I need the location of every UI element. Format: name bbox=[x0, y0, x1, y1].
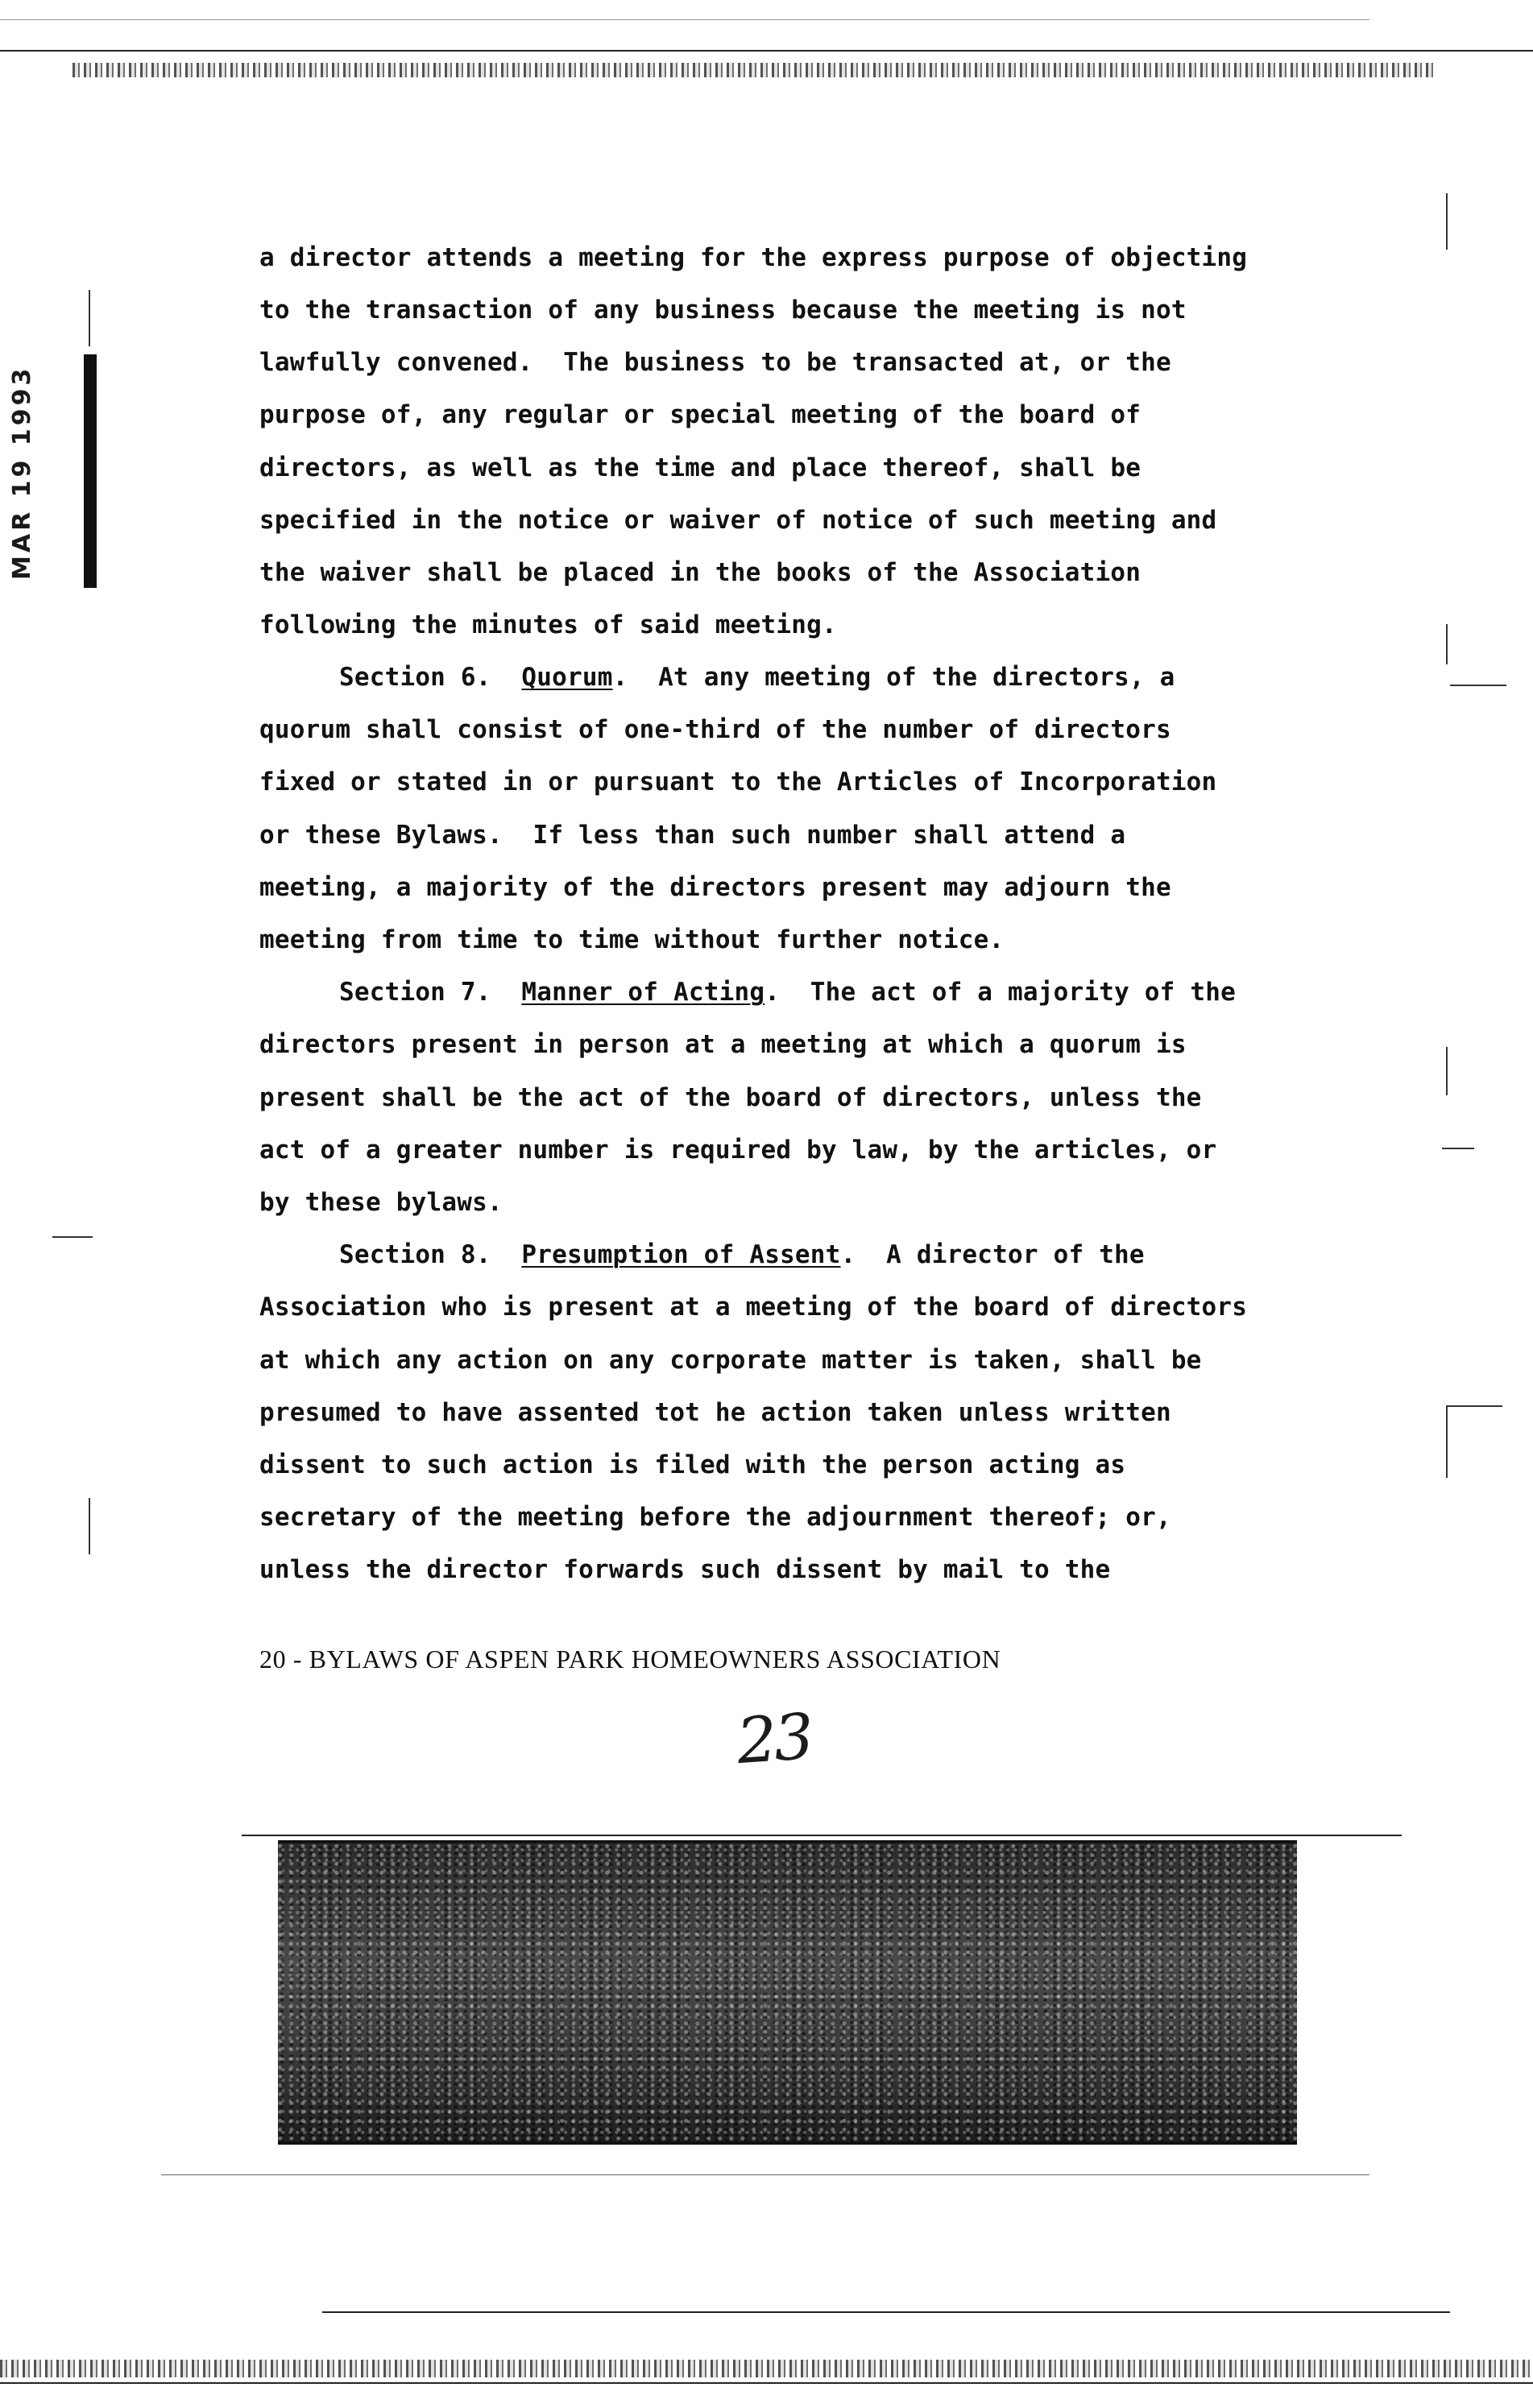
section-8-title: Presumption of Assent bbox=[521, 1240, 841, 1269]
margin-tick bbox=[1442, 1148, 1474, 1149]
body-line: dissent to such action is filed with the person acting as bbox=[259, 1450, 1126, 1479]
body-line: purpose of, any regular or special meeting of the board of bbox=[259, 400, 1141, 429]
margin-tick bbox=[1446, 624, 1448, 664]
section-6-title: Quorum bbox=[521, 663, 613, 692]
handwritten-page-number: 23 bbox=[734, 1700, 814, 1779]
body-line: unless the director forwards such dissent by mail to the bbox=[259, 1555, 1111, 1584]
body-line: secretary of the meeting before the adjournment thereof; or, bbox=[259, 1503, 1171, 1532]
body-line: Association who is present at a meeting of the board of directors bbox=[259, 1293, 1248, 1322]
margin-tick bbox=[89, 290, 90, 346]
body-line: present shall be the act of the board of directors, unless the bbox=[259, 1083, 1202, 1112]
section-7-lead: Section 7. bbox=[339, 978, 522, 1007]
section-7-heading-line bbox=[339, 976, 1236, 1008]
body-line: specified in the notice or waiver of notice of such meeting and bbox=[259, 506, 1217, 535]
scan-artifact-line bbox=[322, 2311, 1450, 2313]
body-line: presumed to have assented tot he action taken unless written bbox=[259, 1398, 1171, 1427]
section-8-lead: Section 8. bbox=[339, 1240, 522, 1269]
section-7-rest: . The act of a majority of the bbox=[764, 978, 1236, 1007]
margin-tick bbox=[1450, 685, 1506, 686]
body-line: lawfully convened. The business to be transacted at, or the bbox=[259, 348, 1171, 377]
body-line: or these Bylaws. If less than such number shall attend a bbox=[259, 821, 1126, 850]
scan-artifact-line bbox=[242, 1835, 1402, 1836]
scan-noise-block bbox=[278, 1840, 1297, 2145]
section-8-rest: . A director of the bbox=[840, 1240, 1145, 1269]
margin-tick bbox=[89, 1498, 90, 1554]
scan-artifact-top-band bbox=[73, 63, 1434, 77]
body-line: meeting, a majority of the directors present may adjourn the bbox=[259, 873, 1171, 902]
scan-artifact-top-line bbox=[0, 50, 1533, 52]
scan-artifact-line bbox=[161, 2174, 1369, 2175]
body-line: directors, as well as the time and place thereof, shall be bbox=[259, 453, 1141, 482]
scan-artifact-bottom-line bbox=[0, 2382, 1533, 2384]
body-line: meeting from time to time without further notice. bbox=[259, 925, 1005, 954]
margin-tick bbox=[1446, 1047, 1448, 1095]
body-line: a director attends a meeting for the express purpose of objecting bbox=[259, 243, 1248, 272]
body-line: by these bylaws. bbox=[259, 1188, 503, 1217]
body-line: act of a greater number is required by law, by the articles, or bbox=[259, 1136, 1217, 1165]
scan-artifact-top-line-2 bbox=[0, 19, 1369, 20]
section-6-lead: Section 6. bbox=[339, 663, 522, 692]
margin-tick bbox=[1446, 193, 1448, 250]
section-6-rest: . At any meeting of the directors, a bbox=[612, 663, 1175, 692]
section-6-heading-line bbox=[339, 661, 1175, 693]
stamp-text: MAR 19 1993 bbox=[8, 365, 36, 580]
body-line: following the minutes of said meeting. bbox=[259, 610, 837, 639]
body-line: fixed or stated in or pursuant to the Articles of Incorporation bbox=[259, 767, 1217, 796]
section-8-heading-line bbox=[339, 1239, 1145, 1271]
section-7-title: Manner of Acting bbox=[521, 978, 765, 1007]
stamp-bar bbox=[84, 354, 97, 588]
body-line: at which any action on any corporate matter is taken, shall be bbox=[259, 1346, 1202, 1375]
margin-tick bbox=[1446, 1405, 1502, 1407]
margin-tick bbox=[52, 1236, 93, 1238]
margin-tick bbox=[1446, 1405, 1448, 1478]
body-line: the waiver shall be placed in the books of the Association bbox=[259, 558, 1141, 587]
body-line: to the transaction of any business because the meeting is not bbox=[259, 296, 1187, 325]
page-footer: 20 - BYLAWS OF ASPEN PARK HOMEOWNERS ASSOCIATION bbox=[259, 1645, 1001, 1674]
received-date-stamp bbox=[0, 354, 97, 588]
body-line: quorum shall consist of one-third of the number of directors bbox=[259, 715, 1171, 744]
scan-artifact-bottom-band bbox=[0, 2360, 1533, 2377]
body-line: directors present in person at a meeting at which a quorum is bbox=[259, 1030, 1187, 1059]
